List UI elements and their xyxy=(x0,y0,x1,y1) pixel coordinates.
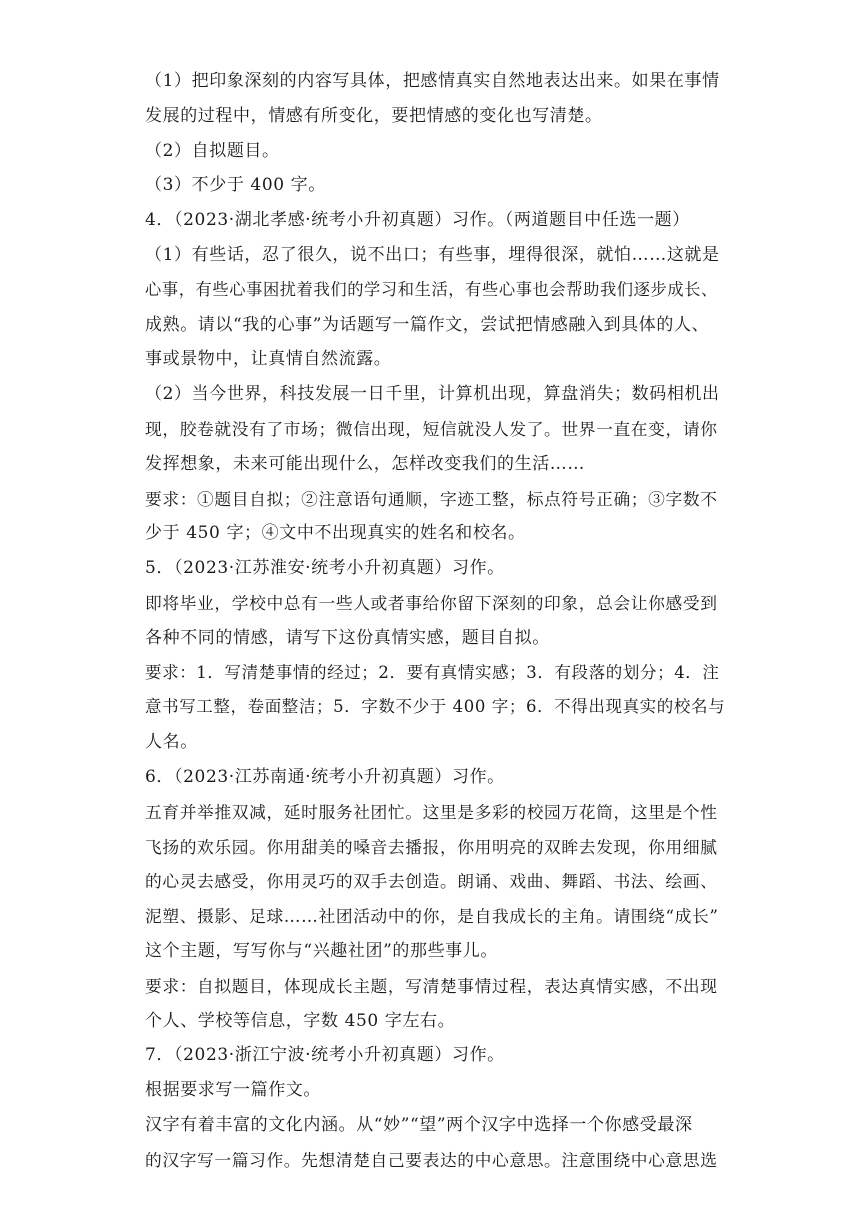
text-line: 4．（2023·湖北孝感·统考小升初真题）习作。（两道题目中任选一题） xyxy=(145,210,690,231)
text-line: 各种不同的情感，请写下这份真情实感，题目自拟。 xyxy=(145,627,550,648)
text-line: 要求：1．写清楚事情的经过；2．要有真情实感；3．有段落的划分；4．注 xyxy=(145,662,720,682)
text-line: （2）自拟题目。 xyxy=(145,140,280,161)
text-line: 要求：自拟题目，体现成长主题，写清楚事情过程，表达真情实感，不出现 xyxy=(145,975,718,996)
text-line: 5．（2023·江苏淮安·统考小升初真题）习作。 xyxy=(145,558,505,579)
text-line: 发展的过程中，情感有所变化，要把情感的变化也写清楚。 xyxy=(145,105,603,126)
text-line: 这个主题，写写你与“兴趣社团”的那些事儿。 xyxy=(145,940,498,961)
text-line: 发挥想象，未来可能出现什么，怎样改变我们的生活…… xyxy=(145,453,585,474)
text-line: （1）把印象深刻的内容写具体，把感情真实自然地表达出来。如果在事情 xyxy=(145,71,720,91)
text-line: （1）有些话，忍了很久，说不出口；有些事，埋得很深，就怕……这就是 xyxy=(145,244,720,265)
text-line: 的心灵去感受，你用灵巧的双手去创造。朗诵、戏曲、舞蹈、书法、绘画、 xyxy=(145,871,718,892)
text-line: （2）当今世界，科技发展一日千里，计算机出现，算盘消失；数码相机出 xyxy=(145,384,720,405)
text-line: 汉字有着丰富的文化内涵。从“妙”“望”两个汉字中选择一个你感受最深 xyxy=(145,1114,693,1135)
text-line: 心事，有些心事困扰着我们的学习和生活，有些心事也会帮助我们逐步成长、 xyxy=(145,279,718,299)
text-line: 意书写工整，卷面整洁；5．字数不少于 400 字；6．不得出现真实的校名与 xyxy=(145,697,726,717)
text-line: 少于 450 字；④文中不出现真实的姓名和校名。 xyxy=(145,523,526,544)
document-page xyxy=(145,64,725,1178)
text-line: 五育并举推双减，延时服务社团忙。这里是多彩的校园万花筒，这里是个性 xyxy=(145,801,718,822)
text-line: 7．（2023·浙江宁波·统考小升初真题）习作。 xyxy=(145,1045,505,1066)
text-line: 即将毕业，学校中总有一些人或者事给你留下深刻的印象，总会让你感受到 xyxy=(145,592,718,613)
text-line: 要求：①题目自拟；②注意语句通顺，字迹工整，标点符号正确；③字数不 xyxy=(145,488,718,509)
text-line: 事或景物中，让真情自然流露。 xyxy=(145,349,392,370)
text-line: 成熟。请以“我的心事”为话题写一篇作文，尝试把情感融入到具体的人、 xyxy=(145,314,710,335)
text-line: 泥塑、摄影、足球……社团活动中的你，是自我成长的主角。请围绕“成长” xyxy=(145,906,719,927)
text-line: 6．（2023·江苏南通·统考小升初真题）习作。 xyxy=(145,766,505,787)
text-line: 飞扬的欢乐园。你用甜美的嗓音去播报，你用明亮的双眸去发现，你用细腻 xyxy=(145,836,718,857)
text-line: （3）不少于 400 字。 xyxy=(145,175,326,196)
text-line: 根据要求写一篇作文。 xyxy=(145,1080,321,1101)
text-line: 人名。 xyxy=(145,732,198,753)
text-line: 个人、学校等信息，字数 450 字左右。 xyxy=(145,1010,456,1031)
text-line: 的汉字写一篇习作。先想清楚自己要表达的中心意思。注意围绕中心意思选 xyxy=(145,1149,718,1170)
text-line: 现，胶卷就没有了市场；微信出现，短信就没人发了。世界一直在变，请你 xyxy=(145,418,718,439)
